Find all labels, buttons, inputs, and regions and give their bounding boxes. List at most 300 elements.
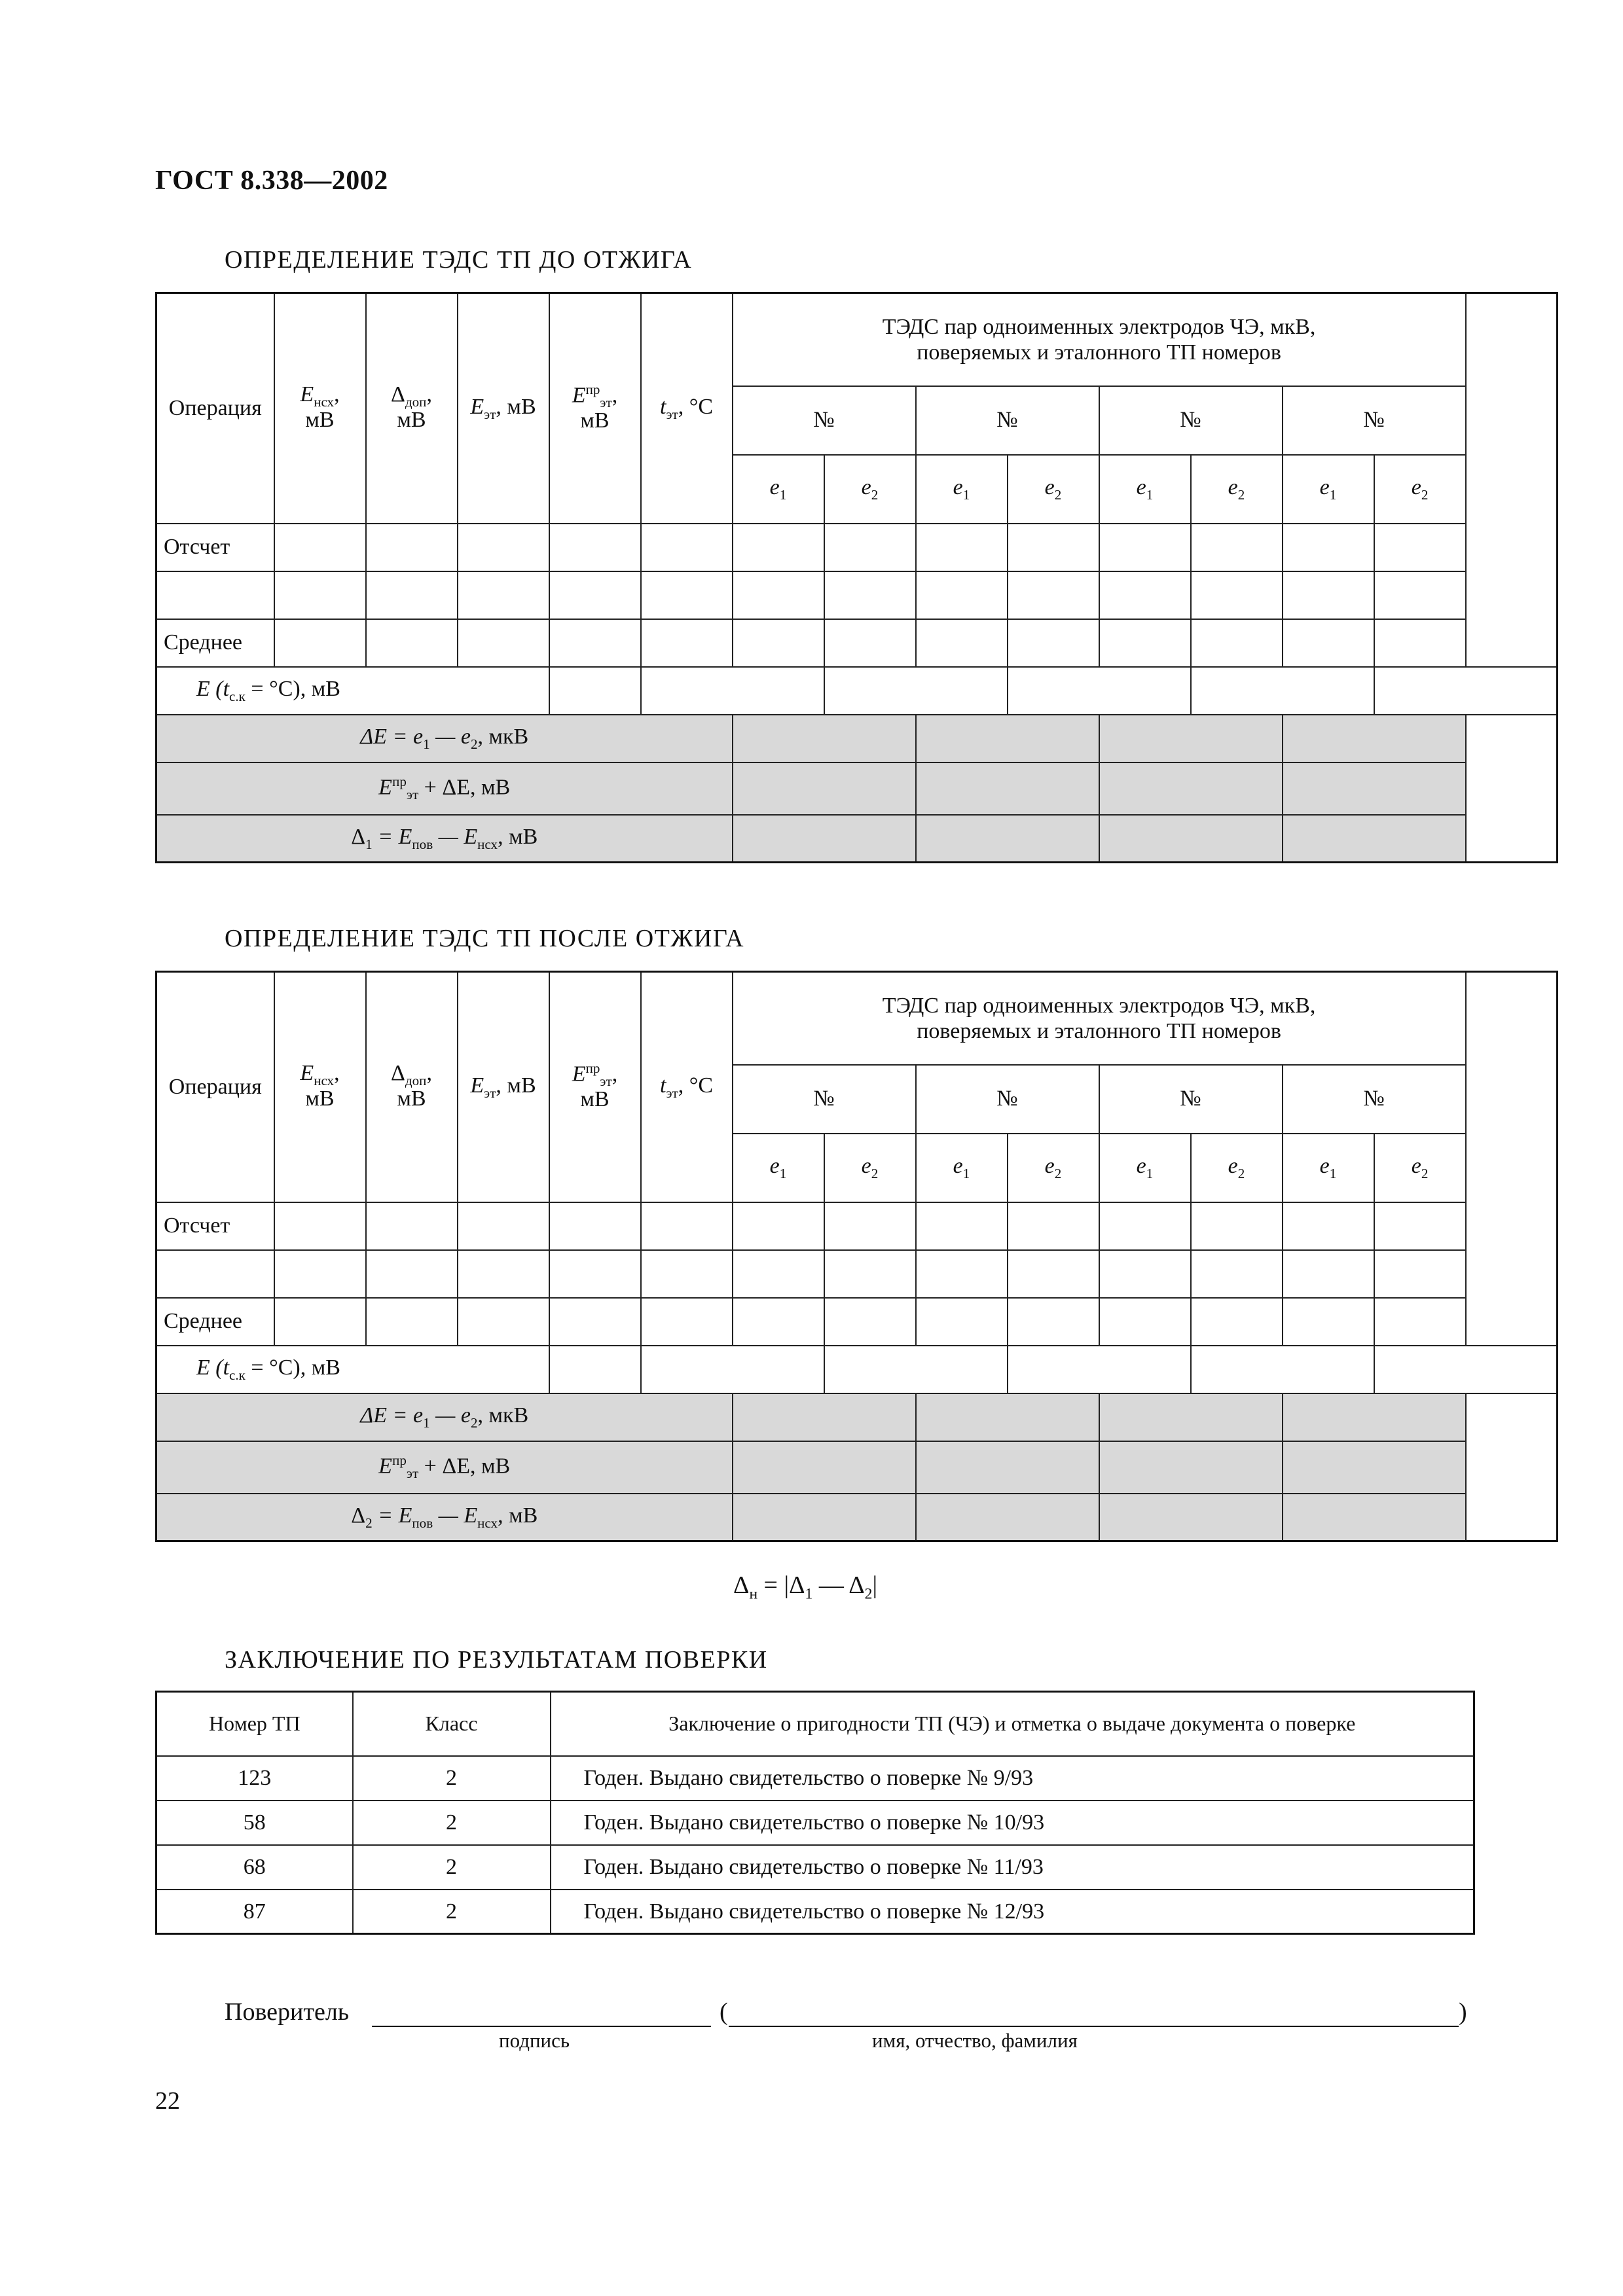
data-cell	[641, 524, 733, 571]
delta-pov-eq: = E	[372, 1503, 412, 1528]
data-cell	[366, 1250, 458, 1298]
data-cell	[549, 619, 641, 667]
data-cell	[1191, 1298, 1283, 1346]
formula-delta: Δ	[733, 1571, 750, 1599]
e1-symbol: e	[953, 475, 963, 500]
delta-formula	[733, 1571, 877, 1604]
data-cell	[1008, 1298, 1099, 1346]
data-cell	[733, 619, 824, 667]
data-cell	[1283, 1298, 1374, 1346]
data-cell	[274, 524, 366, 571]
data-cell	[549, 667, 641, 715]
data-cell	[1283, 571, 1374, 619]
tp-number: 123	[156, 1756, 353, 1801]
header-t-et	[641, 972, 733, 1202]
e2-sub: 2	[1054, 487, 1062, 503]
tp-number: 58	[156, 1801, 353, 1845]
e1-header	[916, 455, 1008, 524]
header-e-nsh: $E_{нсх}$, мВ	[274, 972, 366, 1202]
delta-e-end: , мкВ	[477, 1403, 529, 1428]
data-row	[156, 619, 1558, 667]
data-cell	[824, 667, 1008, 715]
header-e-pr: $E^{пр}_{эт}$, мВ	[549, 972, 641, 1202]
data-cell	[549, 524, 641, 571]
data-cell	[641, 1250, 733, 1298]
data-cell	[1374, 1250, 1466, 1298]
e-et-symbol: E	[470, 1073, 484, 1098]
e2-sub: 2	[871, 1166, 879, 1182]
row-label: Отсчет	[156, 524, 274, 571]
delta-pov-eq: = E	[372, 825, 412, 850]
data-cell	[549, 1250, 641, 1298]
e-nsh-sub: нсх	[314, 394, 335, 410]
row-label	[156, 1250, 274, 1298]
e1-sub: 1	[1329, 487, 1337, 503]
name-caption: имя, отчество, фамилия	[872, 2029, 1078, 2052]
tp-number-cell: №	[733, 1065, 916, 1134]
unit-mv: мВ	[397, 1086, 426, 1111]
e1-sub: 1	[1146, 1166, 1154, 1182]
calc-cell	[916, 762, 1099, 815]
data-cell	[366, 571, 458, 619]
table-row	[156, 1845, 1474, 1890]
data-cell	[1099, 524, 1191, 571]
data-cell	[916, 524, 1008, 571]
row-label	[156, 571, 274, 619]
delta-e-mid: — e	[429, 1403, 471, 1428]
row-label-e-tsk	[156, 1346, 549, 1393]
teds-line2: поверяемых и эталонного ТП номеров	[917, 1018, 1281, 1043]
tp-conclusion: Годен. Выдано свидетельство о поверке № 11/93	[551, 1845, 1474, 1890]
data-cell	[1374, 619, 1466, 667]
e-nsh-symbol: E	[300, 382, 314, 407]
tp-conclusion: Годен. Выдано свидетельство о поверке № 10/93	[551, 1801, 1474, 1845]
data-cell	[274, 1298, 366, 1346]
data-cell	[1191, 1346, 1374, 1393]
data-cell	[549, 1202, 641, 1250]
e1-sub: 1	[423, 1415, 430, 1431]
unit-mv: мВ	[305, 1086, 335, 1111]
delta-pov-sub: пов	[412, 1515, 433, 1532]
data-cell	[916, 1202, 1008, 1250]
data-cell	[366, 619, 458, 667]
e1-symbol: e	[1319, 475, 1330, 500]
data-cell	[274, 571, 366, 619]
e1-sub: 1	[1146, 487, 1154, 503]
table-row	[156, 1801, 1474, 1845]
tp-number: 68	[156, 1845, 353, 1890]
header-teds	[733, 972, 1466, 1065]
header-t-et	[641, 293, 733, 524]
tp-class: 2	[353, 1801, 551, 1845]
paren-open: (	[720, 1998, 728, 2026]
data-cell	[549, 1346, 641, 1393]
data-cell	[824, 1202, 916, 1250]
calc-row	[156, 1494, 1558, 1541]
header-row	[156, 293, 1558, 386]
data-cell	[733, 1202, 824, 1250]
e2-symbol: e	[1228, 475, 1238, 500]
tp-number-cell: №	[1283, 1065, 1466, 1134]
header-delta-dop: $\Delta_{доп}$, мВ	[366, 972, 458, 1202]
data-cell	[458, 1298, 549, 1346]
e-nsh-sub: нсх	[314, 1073, 335, 1089]
calc-row-label	[156, 715, 733, 762]
formula-sub2: 2	[864, 1585, 873, 1603]
data-cell	[458, 524, 549, 571]
unit-mv: мВ	[580, 408, 610, 433]
calc-cell	[1099, 715, 1283, 762]
data-cell	[1283, 1202, 1374, 1250]
delta-pov-end: , мВ	[498, 825, 538, 850]
header-conclusion: Заключение о пригодности ТП (ЧЭ) и отметка о выдаче документа о поверке	[551, 1692, 1474, 1756]
unit-mv: мВ	[397, 408, 426, 433]
data-cell	[1374, 667, 1558, 715]
e-pr-symbol: E	[572, 383, 586, 408]
data-cell	[458, 619, 549, 667]
e2-symbol: e	[861, 475, 871, 500]
data-cell	[824, 524, 916, 571]
calc-row-label	[156, 1393, 733, 1441]
e2-symbol: e	[1228, 1154, 1238, 1179]
e2-header	[1008, 1134, 1099, 1202]
delta-pov-end: , мВ	[498, 1503, 538, 1528]
data-cell	[458, 1202, 549, 1250]
e-pr-sub: эт	[406, 787, 419, 803]
data-cell	[1099, 571, 1191, 619]
header-delta-dop: $\Delta_{доп}$, мВ	[366, 293, 458, 524]
delta-e-part: ΔE = e	[360, 725, 424, 749]
delta-symbol: Δ	[351, 825, 366, 850]
e-pr-sup: пр	[392, 774, 407, 790]
tp-number-cell: №	[1099, 386, 1283, 455]
data-cell	[641, 667, 824, 715]
section-title-conclusion: ЗАКЛЮЧЕНИЕ ПО РЕЗУЛЬТАТАМ ПОВЕРКИ	[225, 1646, 768, 1674]
calc-cell	[1283, 715, 1466, 762]
e1-header	[733, 455, 824, 524]
e2-sub: 2	[1054, 1166, 1062, 1182]
data-cell	[1374, 1346, 1558, 1393]
delta-pov-sub2: нсх	[477, 836, 498, 853]
e-pr-symbol: E	[572, 1062, 586, 1086]
data-cell	[1099, 1202, 1191, 1250]
teds-line2: поверяемых и эталонного ТП номеров	[917, 340, 1281, 365]
data-cell	[916, 619, 1008, 667]
teds-table	[155, 971, 1558, 1542]
data-cell	[274, 1202, 366, 1250]
data-cell	[549, 1298, 641, 1346]
e-et-sub: эт	[484, 1085, 496, 1102]
calc-cell	[916, 1494, 1099, 1541]
e-nsh-symbol: E	[300, 1061, 314, 1086]
e2-symbol: e	[861, 1154, 871, 1179]
data-cell	[1008, 571, 1099, 619]
header-e-pr: $E^{пр}_{эт}$, мВ	[549, 293, 641, 524]
data-cell	[366, 524, 458, 571]
data-cell	[1191, 667, 1374, 715]
delta-dop-sub: доп	[405, 1073, 427, 1089]
data-cell	[824, 571, 916, 619]
e-et-unit: , мВ	[496, 1073, 536, 1098]
calc-row-label	[156, 762, 733, 815]
data-cell	[1099, 1250, 1191, 1298]
calc-cell	[916, 815, 1099, 863]
data-cell	[549, 571, 641, 619]
name-line	[729, 2026, 1459, 2027]
formula-delta-sub: н	[749, 1585, 758, 1603]
data-cell	[916, 1250, 1008, 1298]
tp-conclusion: Годен. Выдано свидетельство о поверке № 9/93	[551, 1756, 1474, 1801]
e-pr-symbol: E	[378, 775, 393, 800]
formula-mid: — Δ	[812, 1571, 865, 1599]
calc-row-label	[156, 1494, 733, 1541]
e2-symbol: e	[1411, 1154, 1421, 1179]
data-cell	[1191, 619, 1283, 667]
t-et-symbol: t	[660, 395, 666, 420]
delta-e-end: , мкВ	[477, 725, 529, 749]
header-operation: Операция	[156, 293, 274, 524]
e1-sub: 1	[779, 487, 787, 503]
data-cell	[824, 1298, 916, 1346]
data-cell	[1008, 1250, 1099, 1298]
data-cell	[641, 1346, 824, 1393]
data-cell	[1283, 524, 1374, 571]
signature-caption: подпись	[499, 2029, 570, 2052]
e-pr-sum: + ΔE, мВ	[418, 1454, 511, 1479]
data-cell	[1008, 1346, 1191, 1393]
header-e-et	[458, 972, 549, 1202]
calc-cell	[733, 715, 916, 762]
data-cell	[366, 1298, 458, 1346]
formula-eq: = |Δ	[757, 1571, 805, 1599]
data-cell	[458, 1250, 549, 1298]
unit-mv: мВ	[580, 1087, 610, 1112]
page-number: 22	[155, 2087, 180, 2115]
e1-sub: 1	[962, 1166, 970, 1182]
e2-header	[1374, 455, 1466, 524]
calc-cell	[1283, 1441, 1466, 1494]
formula-end: |	[872, 1571, 878, 1599]
calc-cell	[1099, 762, 1283, 815]
tp-class: 2	[353, 1756, 551, 1801]
e2-header	[1191, 1134, 1283, 1202]
e-et-symbol: E	[470, 395, 484, 420]
e2-sub: 2	[470, 1415, 478, 1431]
tp-number-cell: №	[916, 1065, 1099, 1134]
e1-header	[916, 1134, 1008, 1202]
e1-symbol: e	[1136, 1154, 1146, 1179]
e2-header	[824, 1134, 916, 1202]
tp-conclusion: Годен. Выдано свидетельство о поверке № 12/93	[551, 1890, 1474, 1934]
data-cell	[1008, 619, 1099, 667]
e1-symbol: e	[953, 1154, 963, 1179]
e-tsk-b: = °C), мВ	[245, 677, 340, 702]
table-row	[156, 1756, 1474, 1801]
e2-header	[1374, 1134, 1466, 1202]
paren-close: )	[1459, 1998, 1467, 2026]
e-pr-symbol: E	[378, 1454, 393, 1479]
delta-e-mid: — e	[429, 725, 471, 749]
calc-row-label	[156, 815, 733, 863]
header-e-nsh: $E_{нсх}$, мВ	[274, 293, 366, 524]
calc-row	[156, 762, 1558, 815]
e-pr-sub: эт	[406, 1465, 419, 1482]
e2-header	[1191, 455, 1283, 524]
e2-symbol: e	[1411, 475, 1421, 500]
data-cell	[1374, 571, 1466, 619]
data-cell	[1008, 667, 1191, 715]
row-label: Отсчет	[156, 1202, 274, 1250]
section-title-before: ОПРЕДЕЛЕНИЕ ТЭДС ТП ДО ОТЖИГА	[225, 246, 693, 274]
e2-sub: 2	[1237, 487, 1245, 503]
e1-sub: 1	[1329, 1166, 1337, 1182]
e-et-sub: эт	[484, 406, 496, 423]
tp-class: 2	[353, 1890, 551, 1934]
delta-index: 2	[365, 1515, 373, 1532]
data-cell	[1374, 1202, 1466, 1250]
calc-cell	[916, 715, 1099, 762]
table-row	[156, 1890, 1474, 1934]
calc-cell	[733, 1441, 916, 1494]
e-et-unit: , мВ	[496, 395, 536, 420]
data-cell	[1099, 619, 1191, 667]
e-tsk-row	[156, 667, 1558, 715]
delta-dop-symbol: Δ	[391, 1061, 405, 1086]
e2-sub: 2	[1421, 1166, 1429, 1182]
delta-e-part: ΔE = e	[360, 1403, 424, 1428]
e-tsk-b: = °C), мВ	[245, 1355, 340, 1380]
e-pr-sup: пр	[392, 1452, 407, 1469]
calc-cell	[916, 1441, 1099, 1494]
data-row	[156, 571, 1558, 619]
tp-number-cell: №	[916, 386, 1099, 455]
conclusion-table	[155, 1691, 1475, 1935]
data-cell	[366, 1202, 458, 1250]
tp-class: 2	[353, 1845, 551, 1890]
calc-row	[156, 715, 1558, 762]
data-cell	[641, 619, 733, 667]
row-label-e-tsk	[156, 667, 549, 715]
data-cell	[1191, 571, 1283, 619]
e-pr-sup: пр	[585, 382, 600, 398]
data-cell	[1008, 524, 1099, 571]
tp-number: 87	[156, 1890, 353, 1934]
data-cell	[274, 619, 366, 667]
e1-symbol: e	[1136, 475, 1146, 500]
calc-cell	[733, 1393, 916, 1441]
delta-dop-sub: доп	[405, 394, 427, 410]
t-unit: , °C	[678, 395, 713, 420]
data-cell	[1191, 1202, 1283, 1250]
t-unit: , °C	[678, 1073, 713, 1098]
e-pr-sup: пр	[585, 1060, 600, 1077]
e1-header	[1099, 1134, 1191, 1202]
e2-sub: 2	[871, 487, 879, 503]
e2-header	[1008, 455, 1099, 524]
data-cell	[916, 1298, 1008, 1346]
e1-header	[1283, 1134, 1374, 1202]
data-cell	[1283, 619, 1374, 667]
unit-mv: мВ	[305, 408, 335, 433]
t-et-symbol: t	[660, 1073, 666, 1098]
e2-sub: 2	[470, 736, 478, 753]
header-class: Класс	[353, 1692, 551, 1756]
calc-cell	[1099, 1393, 1283, 1441]
conclusion-header-row	[156, 1692, 1474, 1756]
e2-header	[824, 455, 916, 524]
e1-sub: 1	[423, 736, 430, 753]
e-tsk-a: E (t	[196, 1355, 230, 1380]
delta-pov-mid: — E	[433, 825, 478, 850]
delta-pov-sub: пов	[412, 836, 433, 853]
e-pr-sum: + ΔE, мВ	[418, 775, 511, 800]
calc-row	[156, 815, 1558, 863]
e2-symbol: e	[1044, 475, 1055, 500]
e1-sub: 1	[962, 487, 970, 503]
data-cell	[824, 619, 916, 667]
e-pr-sub: эт	[600, 1073, 612, 1090]
formula-sub1: 1	[805, 1585, 813, 1603]
calc-cell	[916, 1393, 1099, 1441]
row-label: Среднее	[156, 1298, 274, 1346]
document-code: ГОСТ 8.338—2002	[155, 166, 388, 196]
delta-symbol: Δ	[351, 1503, 366, 1528]
data-cell	[824, 1250, 916, 1298]
tp-number-cell: №	[1283, 386, 1466, 455]
delta-index: 1	[365, 836, 373, 853]
data-cell	[1191, 524, 1283, 571]
signature-line	[372, 2026, 711, 2027]
header-operation: Операция	[156, 972, 274, 1202]
calc-cell	[1283, 815, 1466, 863]
calc-cell	[1283, 762, 1466, 815]
header-row	[156, 972, 1558, 1065]
teds-line1: ТЭДС пар одноименных электродов ЧЭ, мкВ,	[882, 993, 1316, 1018]
calc-row	[156, 1441, 1558, 1494]
e1-header	[1283, 455, 1374, 524]
delta-pov-mid: — E	[433, 1503, 478, 1528]
e1-sub: 1	[779, 1166, 787, 1182]
data-row	[156, 1202, 1558, 1250]
data-cell	[1374, 524, 1466, 571]
data-cell	[733, 1298, 824, 1346]
t-et-sub: эт	[666, 406, 678, 423]
teds-line1: ТЭДС пар одноименных электродов ЧЭ, мкВ,	[882, 314, 1316, 339]
data-cell	[1283, 1250, 1374, 1298]
section-title-after: ОПРЕДЕЛЕНИЕ ТЭДС ТП ПОСЛЕ ОТЖИГА	[225, 925, 745, 952]
calc-row	[156, 1393, 1558, 1441]
data-cell	[1191, 1250, 1283, 1298]
data-row	[156, 1250, 1558, 1298]
e-tsk-a: E (t	[196, 677, 230, 702]
calc-row-label	[156, 1441, 733, 1494]
e-tsk-sub: с.к	[229, 689, 246, 705]
calc-cell	[1283, 1494, 1466, 1541]
row-label: Среднее	[156, 619, 274, 667]
e1-symbol: e	[1319, 1154, 1330, 1179]
delta-pov-sub2: нсх	[477, 1515, 498, 1532]
data-cell	[824, 1346, 1008, 1393]
calc-cell	[733, 815, 916, 863]
header-tp-number: Номер ТП	[156, 1692, 353, 1756]
calc-cell	[733, 1494, 916, 1541]
data-cell	[916, 571, 1008, 619]
data-cell	[641, 1202, 733, 1250]
data-cell	[641, 1298, 733, 1346]
e1-header	[1099, 455, 1191, 524]
data-cell	[733, 1250, 824, 1298]
data-cell	[733, 571, 824, 619]
